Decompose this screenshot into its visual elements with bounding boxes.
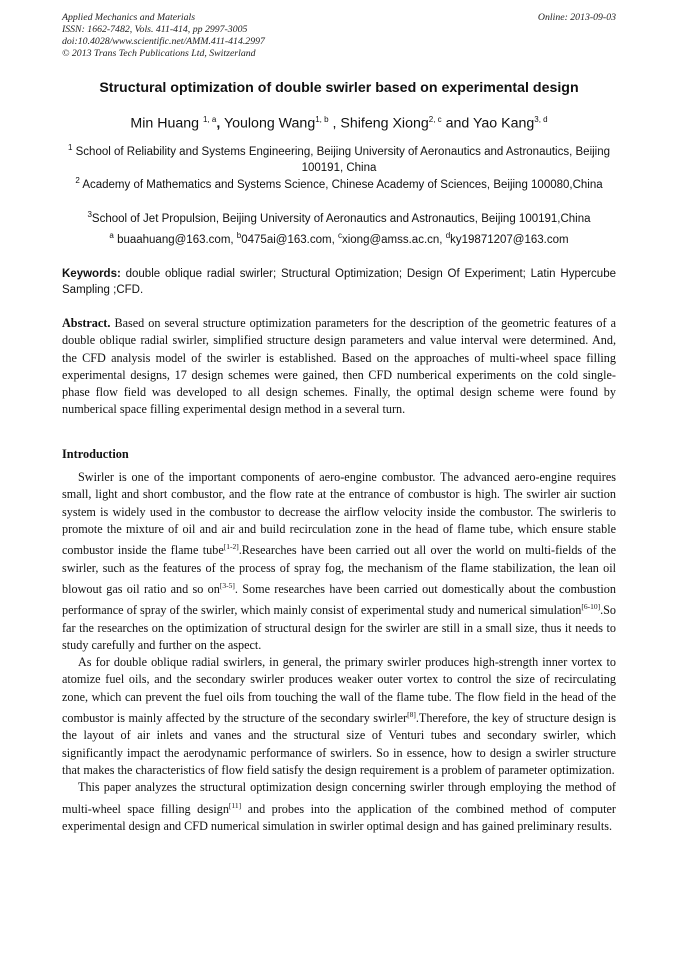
abstract-section xyxy=(62,315,616,419)
affiliation-sup: 3 xyxy=(87,210,92,219)
affiliation-sup: 2 xyxy=(75,176,80,185)
affiliation-text: School of Reliability and Systems Engineering, Beijing University of Aeronautics and Astronautics, Beijing 100191, China xyxy=(75,145,611,174)
doi-line[interactable]: doi:10.4028/www.scientific.net/AMM.411-414.2997 xyxy=(62,36,265,47)
email-link[interactable]: xiong@amss.ac.cn xyxy=(341,233,440,246)
abstract-label: Abstract. xyxy=(62,316,111,330)
paragraph-text: .So far the researches on the optimization of structural design for the swirler are still in a small size, thus it needs to study carefully and further on the aspect. xyxy=(62,603,616,652)
email-sup: b xyxy=(236,231,242,240)
online-date: Online: 2013-09-03 xyxy=(537,12,616,23)
paragraph-text: Swirler is one of the important components of aero-engine combustor. The advanced aero-engine requires small, light and short combustor, and the flow rate at the entrance of combustor is high. The swirler air suction system is widely used in the combustor to decrease the airflow velocity inside the combustor. The swirleris to promote the mixture of oil and air and build recirculation zone in the head of flame tube, which ensure stable combustor inside the flame tube xyxy=(62,470,616,558)
citation[interactable]: [11] xyxy=(228,800,242,810)
author-sup: 1, b xyxy=(315,115,329,124)
email-list: $^a$ buaahuang@163.com, $^b$0475ai@163.com, $^c$xiong@amss.ac.cn, $^d$ky19871207@163.com xyxy=(109,231,569,246)
author-name: Youlong Wang xyxy=(223,115,316,132)
email-link[interactable]: buaahuang@163.com xyxy=(117,233,231,246)
affiliation-sup: 1 xyxy=(67,143,73,152)
email-link[interactable]: ky19871207@163.com xyxy=(450,233,569,246)
paragraph-text: and probes into the application of the combined method of computer experimental design and CFD numerical simulation in swirler optimal design and has gained preliminary results. xyxy=(62,801,616,833)
keywords-text: double oblique radial swirler; Structural Optimization; Design Of Experiment; Latin Hypercube Sampling ;CFD. xyxy=(62,268,616,296)
paper-title: Structural optimization of double swirler based on experimental design xyxy=(99,80,579,96)
paragraph-text: As for double oblique radial swirlers, in general, the primary swirler produces high-strength inner vortex to atomize fuel oils, and the secondary swirler produces weaker outer vortex to control the size of recirculating zone, which can prevent the fuel oils from touching the wall of the flame tube. The flow field in the head of the combustor is mainly affected by the structure of the secondary swirler xyxy=(62,655,616,726)
affiliation xyxy=(62,207,616,227)
citation[interactable]: [1-2] xyxy=(223,542,239,552)
section-heading: Introduction xyxy=(62,447,129,461)
email-sup: d xyxy=(445,231,451,240)
author-name: Yao Kang xyxy=(472,115,535,132)
introduction-body xyxy=(62,469,616,835)
paragraph xyxy=(62,654,616,779)
copyright-line: © 2013 Trans Tech Publications Ltd, Switzerland xyxy=(62,48,256,59)
email-sup: c xyxy=(337,231,342,240)
affiliation xyxy=(62,140,616,176)
email-link[interactable]: 0475ai@163.com xyxy=(241,233,332,246)
journal-header xyxy=(62,12,616,60)
affiliation xyxy=(62,173,616,193)
email-sup: a xyxy=(109,231,114,240)
author-sup: 3, d xyxy=(534,115,548,124)
keywords-section xyxy=(62,266,616,298)
journal-name: Applied Mechanics and Materials xyxy=(62,12,196,23)
paragraph-text: .Researches have been carried out all over the world on multi-fields of the swirler, such as the features of the process of spray fog, the mechanism of the flame stabilization, the lean oil blowout gas oil ratio and so on xyxy=(62,543,616,596)
citation[interactable]: [3-5] xyxy=(219,580,235,590)
paragraph-text: .Therefore, the key of structure design is the layout of air inlets and vanes and the structural size of Venturi tubes and secondary swirler, which significantly impact the aerodynamic performance of swirlers. So in essence, how to design a swirler structure that makes the characteristics of flow field satisfy the design requirement is a problem of parameter optimization. xyxy=(62,711,617,777)
author-name: Shifeng Xiong xyxy=(340,115,429,132)
author-sup: 2, c xyxy=(428,115,442,124)
author-list: Min Huang $^{1, a}$, Youlong Wang$^{1, b}$ , Shifeng Xiong$^{2, c}$ and Yao Kang$^{3, d}$ xyxy=(130,115,548,132)
affiliation-text: Academy of Mathematics and Systems Science, Chinese Academy of Sciences, Beijing 100080,China xyxy=(82,178,603,191)
keywords-label: Keywords: xyxy=(62,268,121,280)
author-sup: 1, a xyxy=(202,115,217,124)
affiliation-text: School of Jet Propulsion, Beijing University of Aeronautics and Astronautics, Beijing 100191,China xyxy=(91,212,591,225)
citation[interactable]: [6-10] xyxy=(581,602,601,612)
citation[interactable]: [8] xyxy=(407,710,416,720)
paragraph-text: This paper analyzes the structural optimization design concerning swirler through employing the method of multi-wheel space filling design xyxy=(62,780,616,816)
paragraph xyxy=(62,469,616,654)
issn-line: ISSN: 1662-7482, Vols. 411-414, pp 2997-3005 xyxy=(62,24,248,35)
abstract-text: Based on several structure optimization parameters for the description of the geometric features of a double oblique radial swirler, simplified structure design parameters and value interval were determined. And, the CFD analysis model of the swirler is established. Based on the approaches of multi-wheel space filling experimental designs, 17 design schemes were gained, then CFD numberical experiments on the cold single-phase flow field was developed to all design schemes. Finally, the optimal design scheme were found by numberical space filling experimental design method in a several turn. xyxy=(62,316,617,417)
author-name: Min Huang xyxy=(130,115,200,132)
paragraph xyxy=(62,779,616,835)
paragraph-text: . Some researches have been carried out domestically about the combustion performance of spray of the swirler, which mainly consist of experimental study and numerical simulation xyxy=(62,581,616,618)
